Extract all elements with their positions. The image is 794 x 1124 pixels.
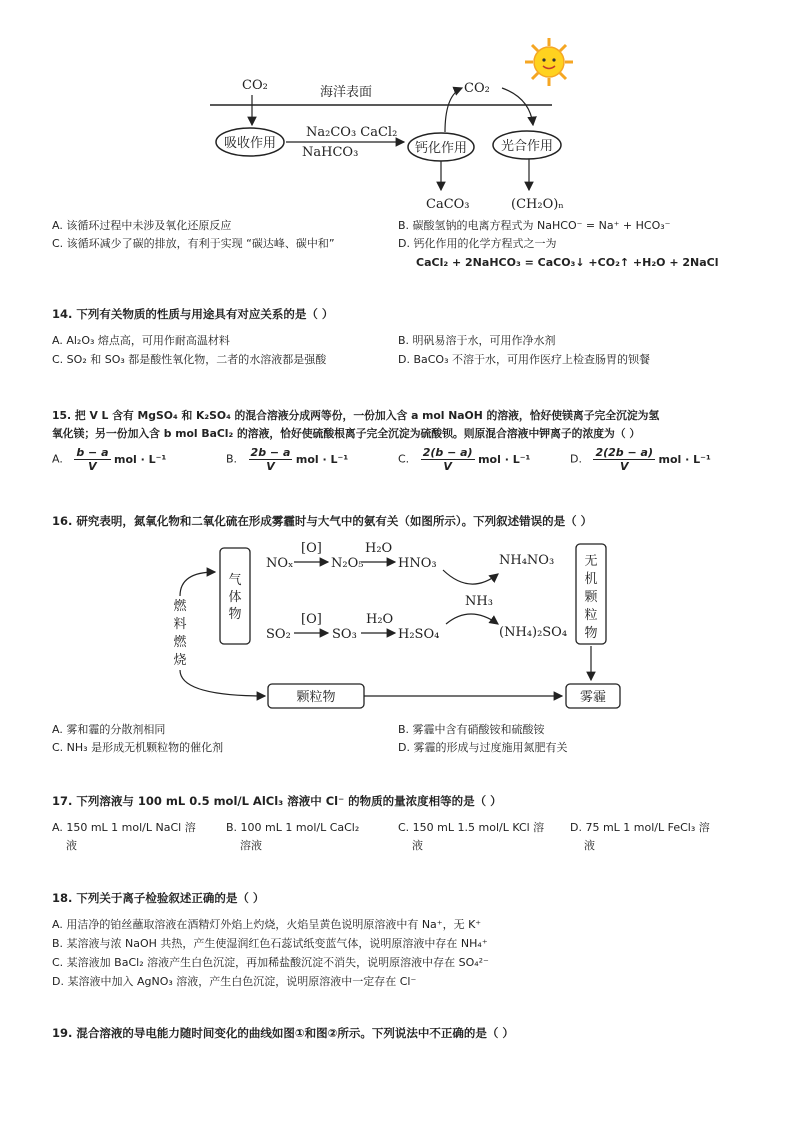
q19-stem: 19. 混合溶液的导电能力随时间变化的曲线如图①和图②所示。下列说法中不正确的是（ ） xyxy=(52,1026,514,1040)
h2so4-label: H₂SO₄ xyxy=(398,627,440,642)
nh3-label: NH₃ xyxy=(465,594,493,609)
q15-option-d-label: D. xyxy=(570,452,582,466)
q17-option-c-cont: 液 xyxy=(412,839,423,852)
q14-option-c: C. SO₂ 和 SO₃ 都是酸性氧化物，二者的水溶液都是强酸 xyxy=(52,353,327,366)
q14-option-b: B. 明矾易溶于水，可用作净水剂 xyxy=(398,334,556,347)
q18-option-c: C. 某溶液加 BaCl₂ 溶液产生白色沉淀，再加稀盐酸沉淀不消失，说明原溶液中存在 SO₄²⁻ xyxy=(52,956,489,969)
svg-text:无: 无 xyxy=(584,554,598,569)
co2-left-label: CO₂ xyxy=(242,78,268,93)
q17-stem: 17. 下列溶液与 100 mL 0.5 mol/L AlCl₃ 溶液中 Cl⁻ 的物质的量浓度相等的是（ ） xyxy=(52,794,502,808)
q17-option-a: A. 150 mL 1 mol/L NaCl 溶 xyxy=(52,821,196,834)
q13-option-c: C. 该循环减少了碳的排放，有利于实现 “碳达峰、碳中和” xyxy=(52,237,335,250)
q18-stem: 18. 下列关于离子检验叙述正确的是（ ） xyxy=(52,891,265,905)
q13-option-b: B. 碳酸氢钠的电离方程式为 NaHCO⁻ = Na⁺ + HCO₃⁻ xyxy=(398,219,671,232)
q16-option-b: B. 雾霾中含有硝酸铵和硫酸铵 xyxy=(398,723,545,736)
oxidation-label-2: [O] xyxy=(301,612,322,627)
q16-stem: 16. 研究表明，氮氧化物和二氧化硫在形成雾霾时与大气中的氨有关（如图所示）。下列叙述错误的是（ ） xyxy=(52,514,593,528)
svg-text:体: 体 xyxy=(228,590,242,605)
q15-option-b-label: B. xyxy=(226,452,238,466)
q13-option-d: D. 钙化作用的化学方程式之一为 xyxy=(398,237,557,250)
q17-option-a-cont: 液 xyxy=(66,839,77,852)
q15-option-b-unit: mol · L⁻¹ xyxy=(295,453,349,466)
so3-label: SO₃ xyxy=(332,627,357,642)
q15-option-a-denominator: V xyxy=(88,460,97,473)
q15-option-a-numerator: b − a xyxy=(76,446,109,459)
carbon-cycle-diagram xyxy=(200,30,600,220)
q17-option-b: B. 100 mL 1 mol/L CaCl₂ xyxy=(226,821,360,834)
q17-option-d: D. 75 mL 1 mol/L FeCl₃ 溶 xyxy=(570,821,710,834)
q15-option-c-unit: mol · L⁻¹ xyxy=(478,453,531,466)
calcify-label: 钙化作用 xyxy=(414,141,468,156)
q15-option-c-numerator: 2(b − a) xyxy=(422,446,473,459)
q14-option-a: A. Al₂O₃ 熔点高，可用作耐高温材料 xyxy=(52,334,230,347)
q16-option-c: C. NH₃ 是形成无机颗粒物的催化剂 xyxy=(52,741,224,754)
q15-option-a-label: A. xyxy=(52,452,63,466)
ocean-surface-label: 海洋表面 xyxy=(320,85,373,100)
svg-text:物: 物 xyxy=(584,626,598,641)
caco3-label: CaCO₃ xyxy=(426,197,470,212)
q14-stem: 14. 下列有关物质的性质与用途具有对应关系的是（ ） xyxy=(52,307,334,321)
water-label-1: H₂O xyxy=(365,541,393,556)
nox-label: NOₓ xyxy=(266,556,294,571)
svg-text:料: 料 xyxy=(173,617,187,632)
q15-option-d xyxy=(570,446,711,473)
q18-option-d: D. 某溶液中加入 AgNO₃ 溶液，产生白色沉淀，说明原溶液中一定存在 Cl⁻ xyxy=(52,975,417,988)
gas-box-label xyxy=(228,573,241,622)
q15-option-b-numerator: 2b − a xyxy=(250,446,291,459)
q15-option-a xyxy=(52,446,166,473)
so2-label: SO₂ xyxy=(266,627,291,642)
co2-right-label: CO₂ xyxy=(464,81,490,96)
q15-option-c-label: C. xyxy=(398,452,410,466)
svg-text:物: 物 xyxy=(228,607,242,622)
q14-option-d: D. BaCO₃ 不溶于水，可用作医疗上检查肠胃的钡餐 xyxy=(398,353,650,366)
q15-option-d-denominator: V xyxy=(619,460,629,473)
nh42so4-label: (NH₄)₂SO₄ xyxy=(499,625,568,640)
ch2o-label: (CH₂O)ₙ xyxy=(511,197,564,212)
q17-option-d-cont: 液 xyxy=(584,839,595,852)
svg-text:颗: 颗 xyxy=(584,590,598,605)
q15-stem-line2: 氧化镁；另一份加入含 b mol BaCl₂ 的溶液，恰好使硫酸根离子完全沉淀为硫酸钡。则原混合溶液中钾离子的浓度为（ ） xyxy=(52,427,641,440)
oxidation-label-1: [O] xyxy=(301,541,322,556)
n2o5-label: N₂O₅ xyxy=(331,556,364,571)
salts-label-1: Na₂CO₃ CaCl₂ xyxy=(306,125,398,140)
q13-option-a: A. 该循环过程中未涉及氧化还原反应 xyxy=(52,219,232,232)
inorganic-particle-label xyxy=(584,554,598,641)
water-label-2: H₂O xyxy=(366,612,394,627)
q15-option-c xyxy=(398,446,530,473)
q15-stem-line1: 15. 把 V L 含有 MgSO₄ 和 K₂SO₄ 的混合溶液分成两等份，一份加入含 a mol NaOH 的溶液，恰好使镁离子完全沉淀为氢 xyxy=(52,409,660,422)
particles-label: 颗粒物 xyxy=(296,690,336,705)
haze-formation-diagram xyxy=(160,534,640,720)
q15-option-d-numerator: 2(2b − a) xyxy=(595,446,654,459)
svg-text:燃: 燃 xyxy=(173,635,187,650)
nh4no3-label: NH₄NO₃ xyxy=(499,553,555,568)
haze-label: 雾霾 xyxy=(579,690,607,705)
q13-option-d-equation: CaCl₂ + 2NaHCO₃ = CaCO₃↓ +CO₂↑ +H₂O + 2NaCl xyxy=(416,256,719,269)
q15-option-b-denominator: V xyxy=(266,460,275,473)
q15-option-a-unit: mol · L⁻¹ xyxy=(114,453,167,466)
sun-icon xyxy=(525,38,573,86)
svg-text:粒: 粒 xyxy=(584,608,598,623)
q15-option-b xyxy=(226,446,348,473)
q15-option-c-denominator: V xyxy=(443,460,452,473)
svg-text:烧: 烧 xyxy=(173,653,187,668)
q17-option-c: C. 150 mL 1.5 mol/L KCl 溶 xyxy=(398,821,545,834)
hno3-label: HNO₃ xyxy=(398,556,437,571)
absorb-label: 吸收作用 xyxy=(223,136,277,151)
salts-label-2: NaHCO₃ xyxy=(302,145,359,160)
q15-option-d-unit: mol · L⁻¹ xyxy=(658,453,711,466)
q18-option-a: A. 用洁净的铂丝蘸取溶液在酒精灯外焰上灼烧，火焰呈黄色说明原溶液中有 Na⁺，无 K⁺ xyxy=(52,918,482,931)
q17-option-b-cont: 溶液 xyxy=(240,839,262,852)
photosynthesis-label: 光合作用 xyxy=(500,139,554,154)
svg-text:气: 气 xyxy=(228,573,242,588)
svg-text:燃: 燃 xyxy=(173,599,187,614)
q16-option-d: D. 雾霾的形成与过度施用氮肥有关 xyxy=(398,741,568,754)
fuel-combustion-label xyxy=(173,599,187,668)
svg-text:机: 机 xyxy=(584,572,598,587)
q18-option-b: B. 某溶液与浓 NaOH 共热，产生使湿润红色石蕊试纸变蓝气体，说明原溶液中存在 NH₄⁺ xyxy=(52,937,488,950)
q16-option-a: A. 雾和霾的分散剂相同 xyxy=(52,723,166,736)
